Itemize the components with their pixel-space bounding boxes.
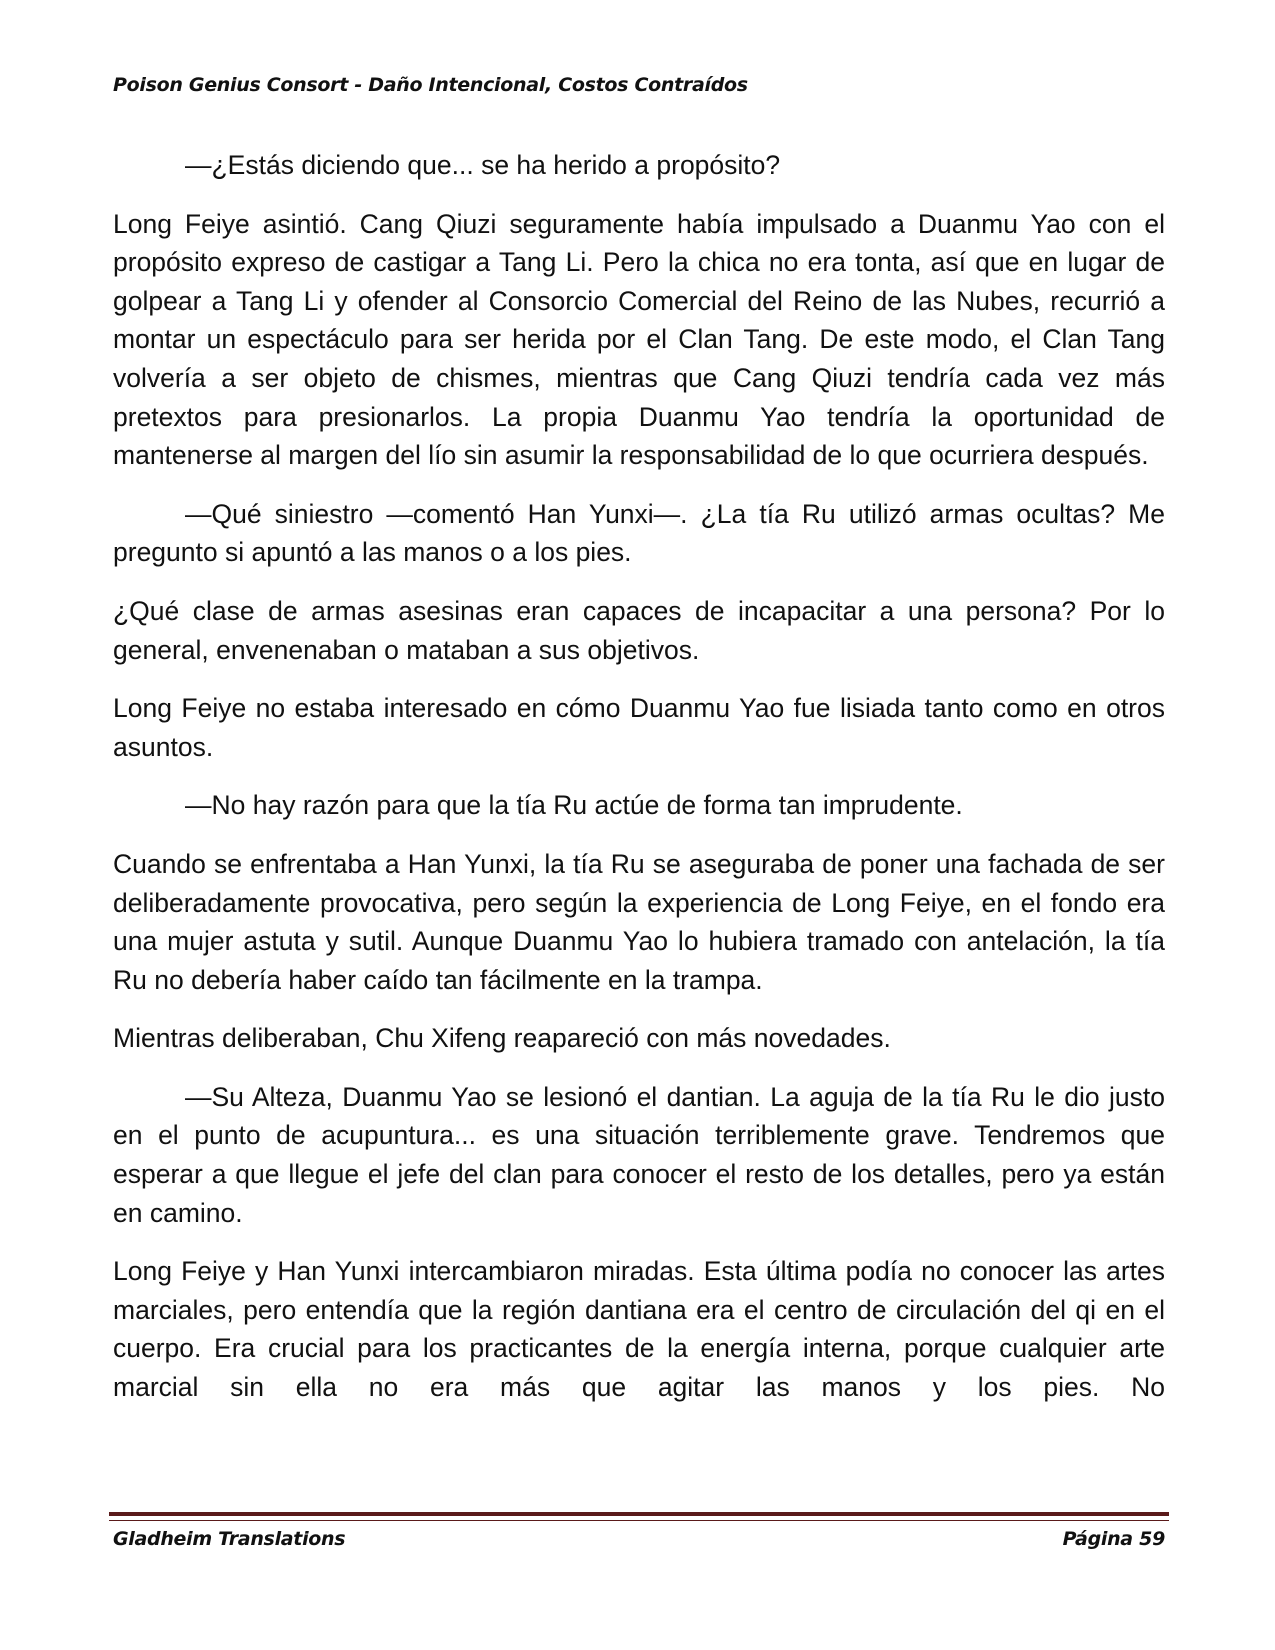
document-body bbox=[113, 146, 1165, 1407]
page-footer bbox=[113, 1528, 1165, 1550]
paragraph-10: Long Feiye y Han Yunxi intercambiaron miradas. Esta última podía no conocer las artes marciales, pero entendía que la región dantiana era el centro de circulación del qi en el cuerpo. Era crucial para los practicantes de la energía interna, porque cualquier arte marcial sin ella no era más que agitar las manos y los pies. No bbox=[113, 1256, 1165, 1403]
paragraph-3: —Qué siniestro —comentó Han Yunxi—. ¿La tía Ru utilizó armas ocultas? Me pregunto si apuntó a las manos o a los pies. bbox=[113, 498, 1165, 568]
footer-divider-thick bbox=[109, 1512, 1169, 1516]
paragraph-2: Long Feiye asintió. Cang Qiuzi seguramente había impulsado a Duanmu Yao con el propósito expreso de castigar a Tang Li. Pero la chica no era tonta, así que en lugar de golpear a Tang Li y ofender al Consorcio Comercial del Reino de las Nubes, recurrió a montar un espectáculo para ser herida por el Clan Tang. De este modo, el Clan Tang volvería a ser objeto de chismes, mientras que Cang Qiuzi tendría cada vez más pretextos para presionarlos. La propia Duanmu Yao tendría la oportunidad de mantenerse al margen del lío sin asumir la responsabilidad de lo que ocurriera después. bbox=[113, 208, 1165, 471]
paragraph-7: Cuando se enfrentaba a Han Yunxi, la tía Ru se aseguraba de poner una fachada de ser deliberadamente provocativa, pero según la experiencia de Long Feiye, en el fondo era una mujer astuta y sutil. Aunque Duanmu Yao lo hubiera tramado con antelación, la tía Ru no debería haber caído tan fácilmente en la trampa. bbox=[113, 848, 1165, 995]
page-header-title: Poison Genius Consort - Daño Intencional, Costos Contraídos bbox=[113, 74, 748, 96]
footer-page-number: Página 59 bbox=[1062, 1528, 1165, 1550]
paragraph-9: —Su Alteza, Duanmu Yao se lesionó el dantian. La aguja de la tía Ru le dio justo en el punto de acupuntura... es una situación terriblemente grave. Tendremos que esperar a que llegue el jefe del clan para conocer el resto de los detalles, pero ya están en camino. bbox=[113, 1081, 1165, 1228]
footer-divider-thin bbox=[109, 1520, 1169, 1521]
paragraph-6: —No hay razón para que la tía Ru actúe de forma tan imprudente. bbox=[185, 790, 963, 821]
paragraph-1: —¿Estás diciendo que... se ha herido a propósito? bbox=[185, 150, 781, 180]
footer-publisher: Gladheim Translations bbox=[113, 1528, 346, 1550]
paragraph-5: Long Feiye no estaba interesado en cómo Duanmu Yao fue lisiada tanto como en otros asuntos. bbox=[113, 693, 1165, 762]
paragraph-8: Mientras deliberaban, Chu Xifeng reapareció con más novedades. bbox=[113, 1023, 891, 1054]
paragraph-4: ¿Qué clase de armas asesinas eran capaces de incapacitar a una persona? Por lo general, envenenaban o mataban a sus objetivos. bbox=[113, 595, 1165, 665]
